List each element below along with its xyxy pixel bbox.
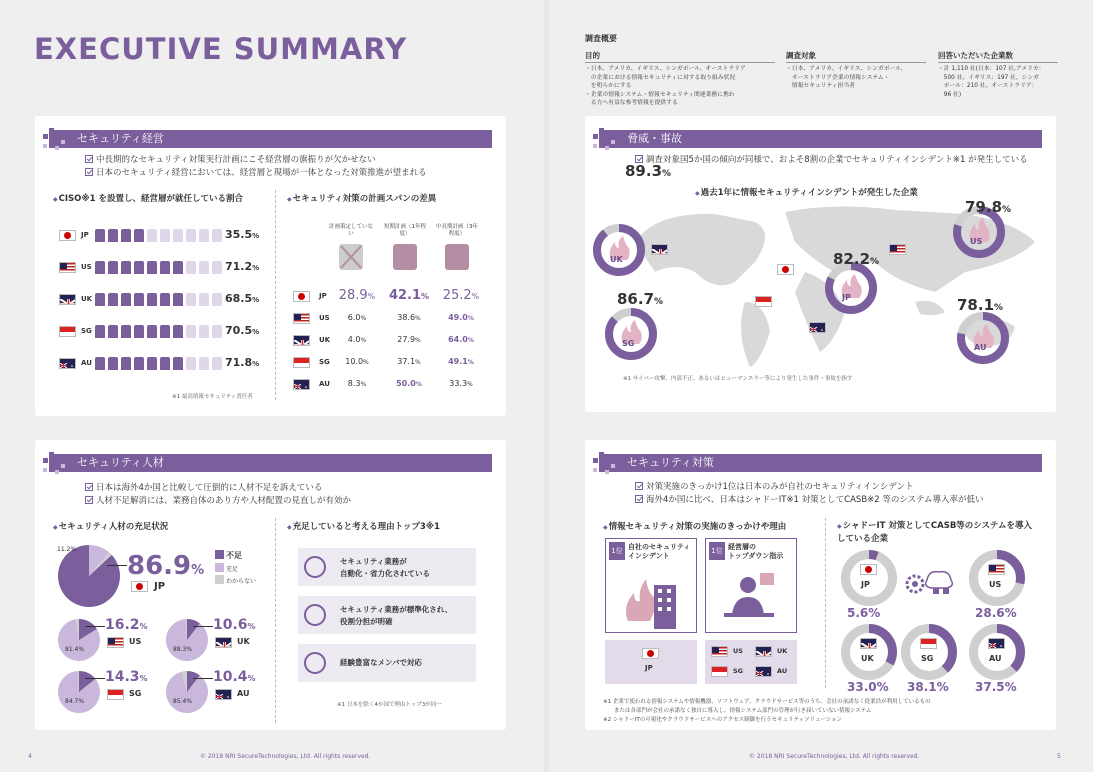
span-value: 33.3% bbox=[449, 379, 473, 388]
people-network-icon bbox=[304, 556, 326, 578]
ciso-title: ◆ CISO※1 を設置し、経営層が就任している割合 bbox=[53, 192, 243, 204]
survey-line: 500 社、イギリス：197 社、シンガ bbox=[938, 74, 1039, 81]
person-icon bbox=[186, 293, 196, 306]
survey-line: ・企業の情報システム・情報セキュリティ関連業務に携わ bbox=[585, 91, 735, 98]
survey-line: ポール：210 社、オーストラリア： bbox=[938, 83, 1038, 89]
country-code: AU bbox=[319, 380, 330, 388]
checklist-icon bbox=[304, 604, 326, 626]
fill-title: ◆ セキュリティ人材の充足状況 bbox=[53, 520, 168, 532]
shortage-value: 14.3% bbox=[105, 669, 148, 685]
casb-value: 38.1% bbox=[907, 680, 949, 694]
footnote: ※1 企業で使われる情報システムや情報機器、ソフトウェア、クラウドサービス等のうち、会社の承諾なく従業員が利用しているもの bbox=[603, 699, 931, 705]
person-icon bbox=[134, 357, 144, 370]
person-icon bbox=[134, 293, 144, 306]
person-icon bbox=[95, 261, 105, 274]
sufficient-value: 84.7% bbox=[65, 698, 85, 705]
person-icon bbox=[108, 261, 118, 274]
uk-flag-icon bbox=[293, 335, 310, 346]
reason-item bbox=[298, 596, 476, 634]
span-value: 27.9% bbox=[397, 335, 421, 344]
span-value: 49.0% bbox=[448, 313, 474, 322]
ciso-people-icons bbox=[95, 291, 225, 305]
reason-item bbox=[298, 644, 476, 682]
pie-chart bbox=[165, 670, 209, 714]
country-code: SG bbox=[129, 689, 142, 698]
person-icon bbox=[212, 325, 222, 338]
person-icon bbox=[160, 325, 170, 338]
left-page bbox=[0, 0, 544, 772]
survey-line: ・計 1,110 社(日本：107 社,アメリカ： bbox=[938, 66, 1045, 72]
person-icon bbox=[95, 229, 105, 242]
section-header bbox=[599, 454, 1042, 472]
span-value: 50.0% bbox=[396, 379, 422, 388]
person-icon bbox=[212, 261, 222, 274]
sg-flag-icon bbox=[755, 296, 772, 307]
casb-donut bbox=[841, 550, 897, 606]
survey-line: ・日本、アメリカ、イギリス、シンガポール、 bbox=[786, 66, 907, 72]
jp-shortage-pie bbox=[57, 544, 121, 608]
country-code: AU bbox=[237, 689, 250, 698]
country-code: AU bbox=[777, 667, 788, 675]
span-value: 28.9% bbox=[338, 288, 376, 303]
person-icon bbox=[173, 261, 183, 274]
country-code: US bbox=[989, 580, 1002, 589]
dots-logo-icon bbox=[591, 450, 621, 476]
country-code: UK bbox=[319, 336, 331, 344]
country-code: SG bbox=[921, 654, 934, 663]
calendar-icon bbox=[445, 244, 469, 270]
country-code: US bbox=[129, 637, 142, 646]
legend-sufficient: 充足 bbox=[215, 563, 256, 573]
person-icon bbox=[95, 325, 105, 338]
ciso-value: 70.5% bbox=[225, 324, 260, 337]
person-icon bbox=[121, 357, 131, 370]
country-code: JP bbox=[81, 231, 89, 239]
incident-donut bbox=[825, 262, 877, 314]
country-code: UK bbox=[237, 637, 250, 646]
person-icon bbox=[121, 229, 131, 242]
trigger-country-jp: JP bbox=[605, 640, 697, 684]
casb-donut bbox=[841, 624, 897, 680]
person-icon bbox=[173, 293, 183, 306]
us-flag-icon bbox=[293, 313, 310, 324]
person-icon bbox=[199, 293, 209, 306]
ciso-value: 71.8% bbox=[225, 356, 260, 369]
person-icon bbox=[186, 229, 196, 242]
incident-donut bbox=[605, 308, 657, 360]
trigger-box-jp bbox=[605, 538, 697, 633]
survey-column-heading: 調査対象 bbox=[786, 50, 926, 63]
legend-unknown: わからない bbox=[215, 575, 256, 585]
dots-logo-icon bbox=[41, 450, 71, 476]
casb-value: 37.5% bbox=[975, 680, 1017, 694]
person-icon bbox=[147, 261, 157, 274]
dots-logo-icon bbox=[591, 126, 621, 152]
footnote: ※2 シャドーITの可視化やクラウドサービスへのアクセス制御を行うセキュリティソリューション bbox=[603, 717, 843, 723]
span-value: 49.1% bbox=[448, 357, 474, 366]
person-icon bbox=[186, 261, 196, 274]
person-icon bbox=[199, 229, 209, 242]
country-code: SG bbox=[622, 339, 635, 348]
pie-chart bbox=[57, 618, 101, 662]
country-code: AU bbox=[989, 654, 1002, 663]
survey-column-heading: 回答いただいた企業数 bbox=[938, 50, 1058, 63]
copyright: © 2018 NRI SecureTechnologies, Ltd. All rights reserved. bbox=[749, 753, 920, 760]
casb-donut bbox=[969, 550, 1025, 606]
span-value: 25.2% bbox=[442, 288, 480, 303]
reason-title: ◆ 充足していると考える理由トップ3※1 bbox=[287, 520, 440, 532]
country-code: US bbox=[319, 314, 330, 322]
section-title: セキュリティ対策 bbox=[627, 456, 714, 469]
jp-label: JP bbox=[154, 581, 166, 592]
bullet-2: 人材不足解消には、業務自体のあり方や人材配置の見直しが有効か bbox=[85, 495, 351, 507]
shortage-value: 10.4% bbox=[213, 669, 256, 685]
survey-line: ・日本、アメリカ、イギリス、シンガポール、オーストラリア bbox=[585, 66, 746, 72]
section-header bbox=[49, 130, 492, 148]
page-number: 5 bbox=[1057, 753, 1061, 760]
survey-line: オーストラリア企業の情報システム・ bbox=[786, 74, 890, 81]
bullet-1: 中長期的なセキュリティ対策実行計画にこそ経営層の旗振りが欠かせない bbox=[85, 154, 376, 166]
survey-line: 情報セキュリティ担当者 bbox=[786, 83, 855, 89]
security-management-card bbox=[35, 116, 506, 416]
person-icon bbox=[147, 357, 157, 370]
incident-value: 79.8% bbox=[965, 198, 1012, 216]
person-icon bbox=[95, 293, 105, 306]
span-value: 8.3% bbox=[347, 379, 367, 388]
executive-icon bbox=[724, 569, 780, 629]
calendar-icon bbox=[393, 244, 417, 270]
shortage-value: 10.6% bbox=[213, 617, 256, 633]
ciso-people-icons bbox=[95, 227, 225, 241]
sufficient-value: 85.4% bbox=[173, 698, 193, 705]
person-icon bbox=[121, 325, 131, 338]
us-flag-icon bbox=[889, 244, 906, 255]
casb-donut bbox=[901, 624, 957, 680]
pie-chart bbox=[165, 618, 209, 662]
survey-line: る方へ有益な参考情報を提供する bbox=[585, 100, 678, 106]
person-icon bbox=[108, 325, 118, 338]
person-icon bbox=[147, 229, 157, 242]
span-value: 10.0% bbox=[345, 357, 369, 366]
trigger-text: 経営層の トップダウン指示 bbox=[728, 543, 784, 560]
trigger-title: ◆ 情報セキュリティ対策の実施のきっかけや理由 bbox=[603, 520, 786, 532]
person-icon bbox=[147, 293, 157, 306]
fire-building-icon bbox=[620, 571, 684, 629]
team-icon bbox=[304, 652, 326, 674]
country-code: US bbox=[970, 237, 983, 246]
person-icon bbox=[134, 325, 144, 338]
survey-column bbox=[786, 50, 926, 91]
person-icon bbox=[173, 229, 183, 242]
span-col-label: 短期計画（1年程度） bbox=[384, 224, 426, 237]
casb-value: 5.6% bbox=[847, 606, 881, 620]
copyright: © 2018 NRI SecureTechnologies, Ltd. All rights reserved. bbox=[200, 753, 371, 760]
person-icon bbox=[173, 357, 183, 370]
country-code: JP bbox=[842, 293, 851, 302]
survey-line: 96 社) bbox=[938, 91, 962, 98]
jp-flag-icon bbox=[59, 230, 76, 241]
person-icon bbox=[199, 325, 209, 338]
us-flag-icon bbox=[988, 564, 1005, 575]
span-col-label: 計画策定していない bbox=[329, 224, 374, 237]
span-col-label: 中長期計画（3年程度） bbox=[436, 224, 478, 237]
sufficient-value: 81.4% bbox=[65, 646, 85, 653]
person-icon bbox=[134, 261, 144, 274]
country-code: US bbox=[733, 647, 743, 655]
us-flag-icon bbox=[711, 646, 728, 657]
reason-text: セキュリティ業務が 自動化・省力化されている bbox=[340, 557, 430, 578]
jp-flag-icon bbox=[131, 581, 148, 592]
person-icon bbox=[160, 229, 170, 242]
country-code: SG bbox=[81, 327, 92, 335]
au-flag-icon bbox=[809, 322, 826, 333]
ciso-people-icons bbox=[95, 323, 225, 337]
dots-logo-icon bbox=[41, 126, 71, 152]
bullet-2: 海外4か国に比べ、日本はシャドーIT※1 対策としてCASB※2 等のシステム導入率が低い bbox=[635, 494, 984, 506]
person-icon bbox=[186, 357, 196, 370]
jp-big-value: 86.9% bbox=[127, 551, 205, 581]
person-icon bbox=[199, 357, 209, 370]
trigger-text: 自社のセキュリティ インシデント bbox=[628, 543, 691, 560]
incident-donut bbox=[593, 224, 645, 276]
person-icon bbox=[147, 325, 157, 338]
trigger-box-others bbox=[705, 538, 797, 633]
trigger-country-others bbox=[705, 640, 797, 684]
cloud-gear-icon bbox=[905, 566, 955, 598]
section-title: 脅威・事故 bbox=[627, 132, 682, 145]
person-icon bbox=[108, 229, 118, 242]
survey-column-heading: 目的 bbox=[585, 50, 775, 63]
ciso-value: 68.5% bbox=[225, 292, 260, 305]
casb-donut bbox=[969, 624, 1025, 680]
reason-text: セキュリティ業務が標準化され、 役割分担が明確 bbox=[340, 605, 453, 626]
sg-flag-icon bbox=[711, 666, 728, 677]
person-icon bbox=[160, 293, 170, 306]
sufficient-value: 88.3% bbox=[173, 646, 193, 653]
uk-flag-icon bbox=[860, 638, 877, 649]
ciso-people-icons bbox=[95, 259, 225, 273]
sg-flag-icon bbox=[920, 638, 937, 649]
incident-value: 82.2% bbox=[833, 250, 880, 268]
country-code: UK bbox=[777, 647, 788, 655]
person-icon bbox=[95, 357, 105, 370]
person-icon bbox=[121, 261, 131, 274]
ciso-note: ※1 最高情報セキュリティ責任者 bbox=[172, 394, 253, 400]
sg-flag-icon bbox=[107, 689, 124, 700]
survey-column bbox=[585, 50, 775, 108]
map-title: ◆ 過去1年に情報セキュリティインシデントが発生した企業 bbox=[695, 186, 918, 198]
survey-line: の企業における情報セキュリティに対する取り組み状況 bbox=[585, 74, 736, 81]
span-value: 6.0% bbox=[347, 313, 367, 322]
reason-text: 経験豊富なメンバで対応 bbox=[340, 658, 422, 667]
legend bbox=[215, 550, 256, 585]
country-code: SG bbox=[319, 358, 330, 366]
jp-flag-icon bbox=[777, 264, 794, 275]
sg-flag-icon bbox=[59, 326, 76, 337]
survey-line: を明らかにする bbox=[585, 83, 632, 89]
au-flag-icon bbox=[988, 638, 1005, 649]
jp-flag-icon bbox=[293, 291, 310, 302]
reason-note: ※1 日本を除く4か国で理由トップ3が同一 bbox=[337, 702, 442, 708]
reason-item bbox=[298, 548, 476, 586]
survey-title: 調査概要 bbox=[585, 34, 617, 43]
section-header bbox=[49, 454, 492, 472]
jp-flag-icon bbox=[860, 564, 877, 575]
person-icon bbox=[212, 293, 222, 306]
person-icon bbox=[212, 357, 222, 370]
person-icon bbox=[173, 325, 183, 338]
ciso-value: 71.2% bbox=[225, 260, 260, 273]
au-flag-icon bbox=[59, 358, 76, 369]
span-value: 64.0% bbox=[448, 335, 474, 344]
country-code: AU bbox=[974, 343, 987, 352]
uk-flag-icon bbox=[755, 646, 772, 657]
bullet-1: 日本は海外4か国と比較して圧倒的に人材不足を訴えている bbox=[85, 482, 322, 494]
jp-small-value: 11.2% bbox=[57, 546, 77, 553]
person-icon bbox=[134, 229, 144, 242]
bullet-2: 日本のセキュリティ経営においては、経営層と現場が一体となった対策推進が望まれる bbox=[85, 167, 427, 179]
span-value: 38.6% bbox=[397, 313, 421, 322]
uk-flag-icon bbox=[215, 637, 232, 648]
casb-value: 33.0% bbox=[847, 680, 889, 694]
casb-title: ◆ シャドーIT 対策としてCASB等のシステムを導入している企業 bbox=[837, 520, 1037, 546]
uk-flag-icon bbox=[59, 294, 76, 305]
incident-value: 78.1% bbox=[957, 296, 1004, 314]
au-flag-icon bbox=[755, 666, 772, 677]
country-code: AU bbox=[81, 359, 92, 367]
au-flag-icon bbox=[293, 379, 310, 390]
survey-column bbox=[938, 50, 1058, 99]
country-code: SG bbox=[733, 667, 744, 675]
country-code: JP bbox=[861, 580, 870, 589]
country-code: JP bbox=[319, 292, 327, 300]
country-code: US bbox=[81, 263, 92, 271]
rank-badge: 1位 bbox=[609, 542, 625, 560]
person-icon bbox=[160, 261, 170, 274]
span-value: 37.1% bbox=[397, 357, 421, 366]
sg-flag-icon bbox=[293, 357, 310, 368]
map-note: ※1 サイバー攻撃、内部不正、あるいはヒューマンエラー等により発生した事件・事故を指す bbox=[623, 376, 853, 382]
jp-flag-icon bbox=[642, 648, 659, 659]
person-icon bbox=[108, 357, 118, 370]
incident-value: 89.3% bbox=[625, 162, 672, 180]
incident-value: 86.7% bbox=[617, 290, 664, 308]
pie-chart bbox=[57, 670, 101, 714]
bullet-1: 調査対象国5か国の傾向が同様で、およそ8割の企業でセキュリティインシデント※1 が発生している bbox=[635, 154, 1028, 166]
shortage-value: 16.2% bbox=[105, 617, 148, 633]
span-value: 4.0% bbox=[347, 335, 367, 344]
incident-donut bbox=[957, 312, 1009, 364]
country-code: UK bbox=[81, 295, 93, 303]
legend-shortage: 不足 bbox=[215, 550, 256, 561]
span-title: ◆ セキュリティ対策の計画スパンの差異 bbox=[287, 192, 436, 204]
span-value: 42.1% bbox=[388, 288, 430, 303]
casb-value: 28.6% bbox=[975, 606, 1017, 620]
security-talent-card bbox=[35, 440, 506, 730]
footnote: または各部門が会社の承諾なく独自に導入し、情報システム部門の管理が行き届いていない情報システム bbox=[603, 708, 872, 714]
person-icon bbox=[160, 357, 170, 370]
person-icon bbox=[199, 261, 209, 274]
uk-flag-icon bbox=[651, 244, 668, 255]
bullet-1: 対策実施のきっかけ1位は日本のみが自社のセキュリティインシデント bbox=[635, 481, 914, 493]
us-flag-icon bbox=[107, 637, 124, 648]
country-code: UK bbox=[861, 654, 874, 663]
country-code: UK bbox=[610, 255, 623, 264]
person-icon bbox=[212, 229, 222, 242]
section-title: セキュリティ人材 bbox=[77, 456, 164, 469]
page-title: EXECUTIVE SUMMARY bbox=[34, 32, 408, 66]
ciso-people-icons bbox=[95, 355, 225, 369]
section-title: セキュリティ経営 bbox=[77, 132, 164, 145]
person-icon bbox=[186, 325, 196, 338]
au-flag-icon bbox=[215, 689, 232, 700]
person-icon bbox=[108, 293, 118, 306]
right-page bbox=[549, 0, 1093, 772]
us-flag-icon bbox=[59, 262, 76, 273]
section-header bbox=[599, 130, 1042, 148]
person-icon bbox=[121, 293, 131, 306]
page-number: 4 bbox=[28, 753, 32, 760]
rank-badge: 1位 bbox=[709, 542, 725, 560]
security-measures-card bbox=[585, 440, 1056, 730]
no-plan-icon bbox=[339, 244, 363, 270]
threat-incident-card bbox=[585, 116, 1056, 412]
ciso-value: 35.5% bbox=[225, 228, 260, 241]
